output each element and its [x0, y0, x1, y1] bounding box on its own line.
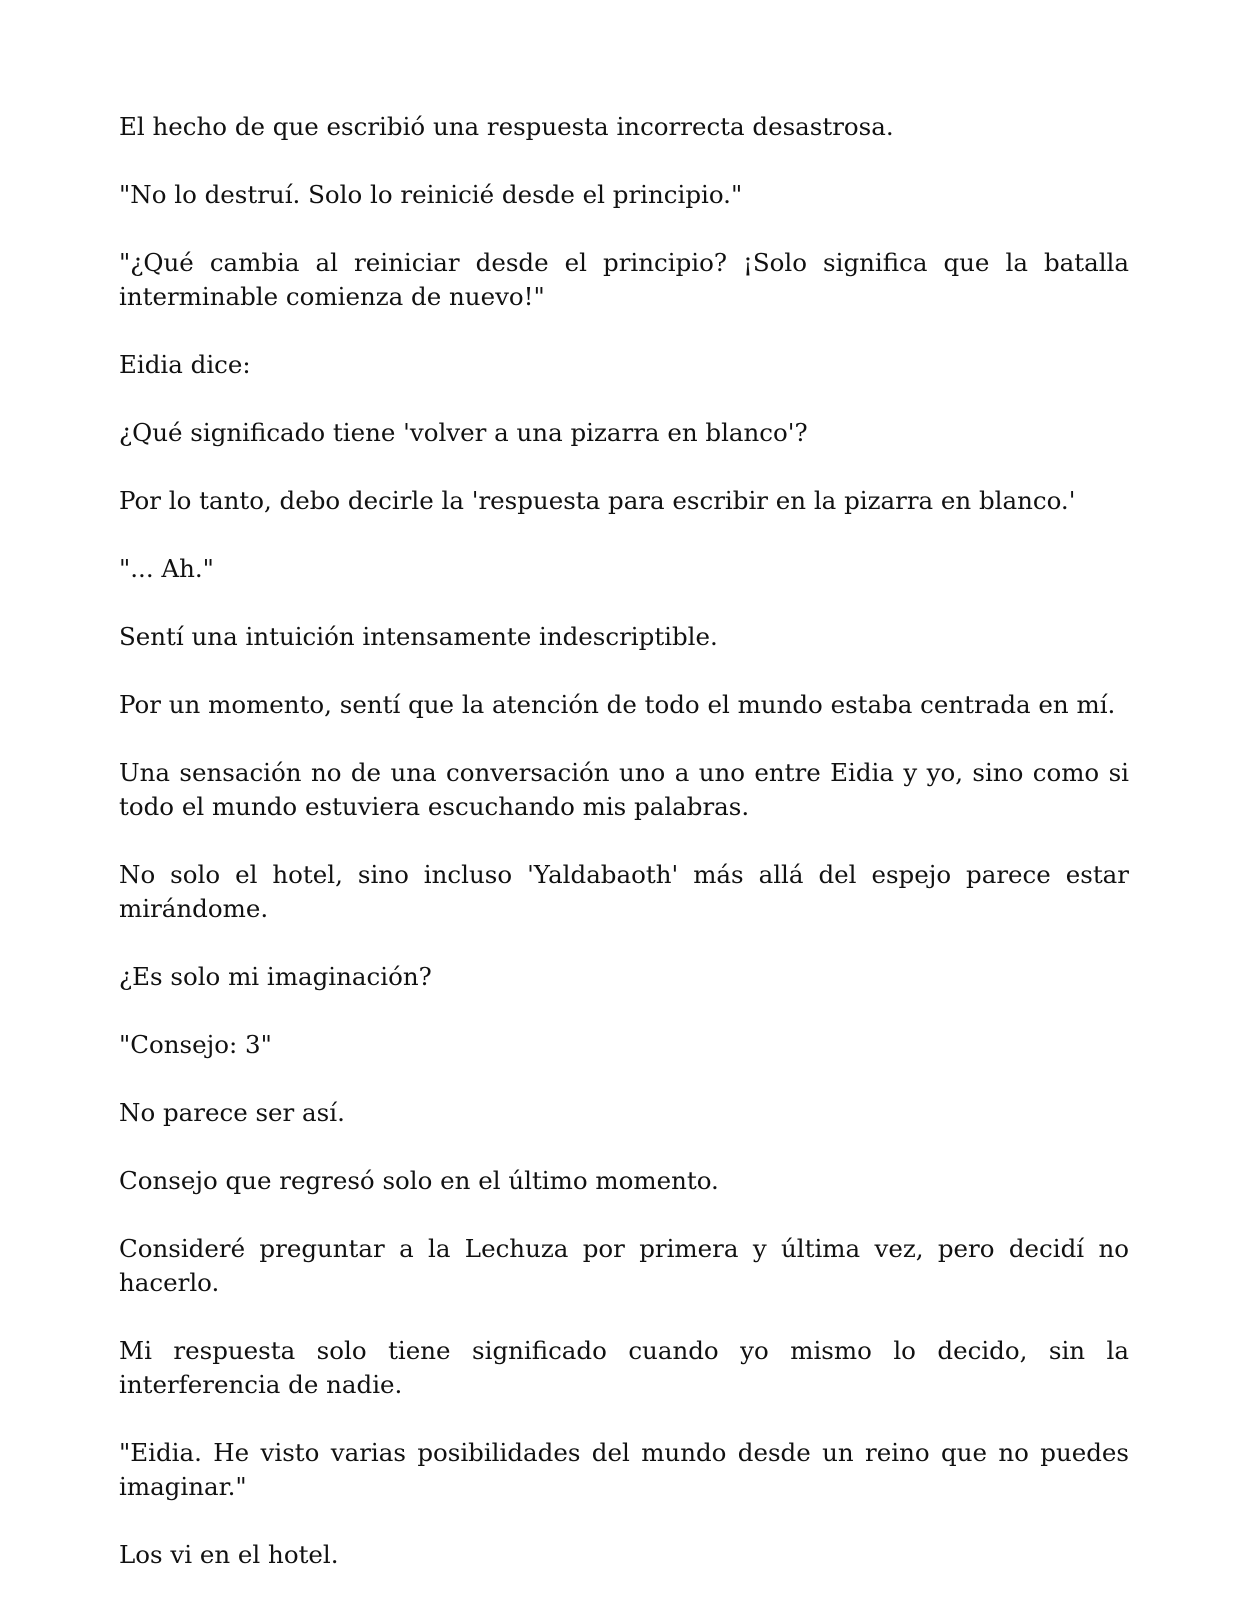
paragraph: No solo el hotel, sino incluso 'Yaldabaoth' más allá del espejo parece estar mirándome.	[119, 860, 1129, 923]
paragraph: Consejo que regresó solo en el último momento.	[119, 1166, 719, 1195]
paragraph: "Consejo: 3"	[119, 1030, 272, 1059]
paragraph: Mi respuesta solo tiene significado cuando yo mismo lo decido, sin la interferencia de nadie.	[119, 1336, 1129, 1399]
paragraph: "¿Qué cambia al reiniciar desde el principio? ¡Solo significa que la batalla interminable comienza de nuevo!"	[119, 248, 1129, 311]
paragraph: Los vi en el hotel.	[119, 1540, 339, 1569]
paragraph: Consideré preguntar a la Lechuza por primera y última vez, pero decidí no hacerlo.	[119, 1234, 1129, 1297]
paragraph: ¿Qué significado tiene 'volver a una pizarra en blanco'?	[119, 418, 808, 447]
paragraph: Por lo tanto, debo decirle la 'respuesta para escribir en la pizarra en blanco.'	[119, 486, 1076, 515]
paragraph: Por un momento, sentí que la atención de todo el mundo estaba centrada en mí.	[119, 690, 1116, 719]
paragraph: El hecho de que escribió una respuesta incorrecta desastrosa.	[119, 112, 894, 141]
paragraph: Sentí una intuición intensamente indescriptible.	[119, 622, 718, 651]
paragraph: "Eidia. He visto varias posibilidades del mundo desde un reino que no puedes imaginar."	[119, 1438, 1129, 1501]
paragraph: "... Ah."	[119, 554, 214, 583]
paragraph: Eidia dice:	[119, 350, 251, 379]
document-body	[119, 110, 1129, 1572]
paragraph: No parece ser así.	[119, 1098, 345, 1127]
paragraph: "No lo destruí. Solo lo reinicié desde el principio."	[119, 180, 743, 209]
paragraph: Una sensación no de una conversación uno a uno entre Eidia y yo, sino como si todo el mundo estuviera escuchando mis palabras.	[119, 758, 1129, 821]
paragraph: ¿Es solo mi imaginación?	[119, 962, 432, 991]
